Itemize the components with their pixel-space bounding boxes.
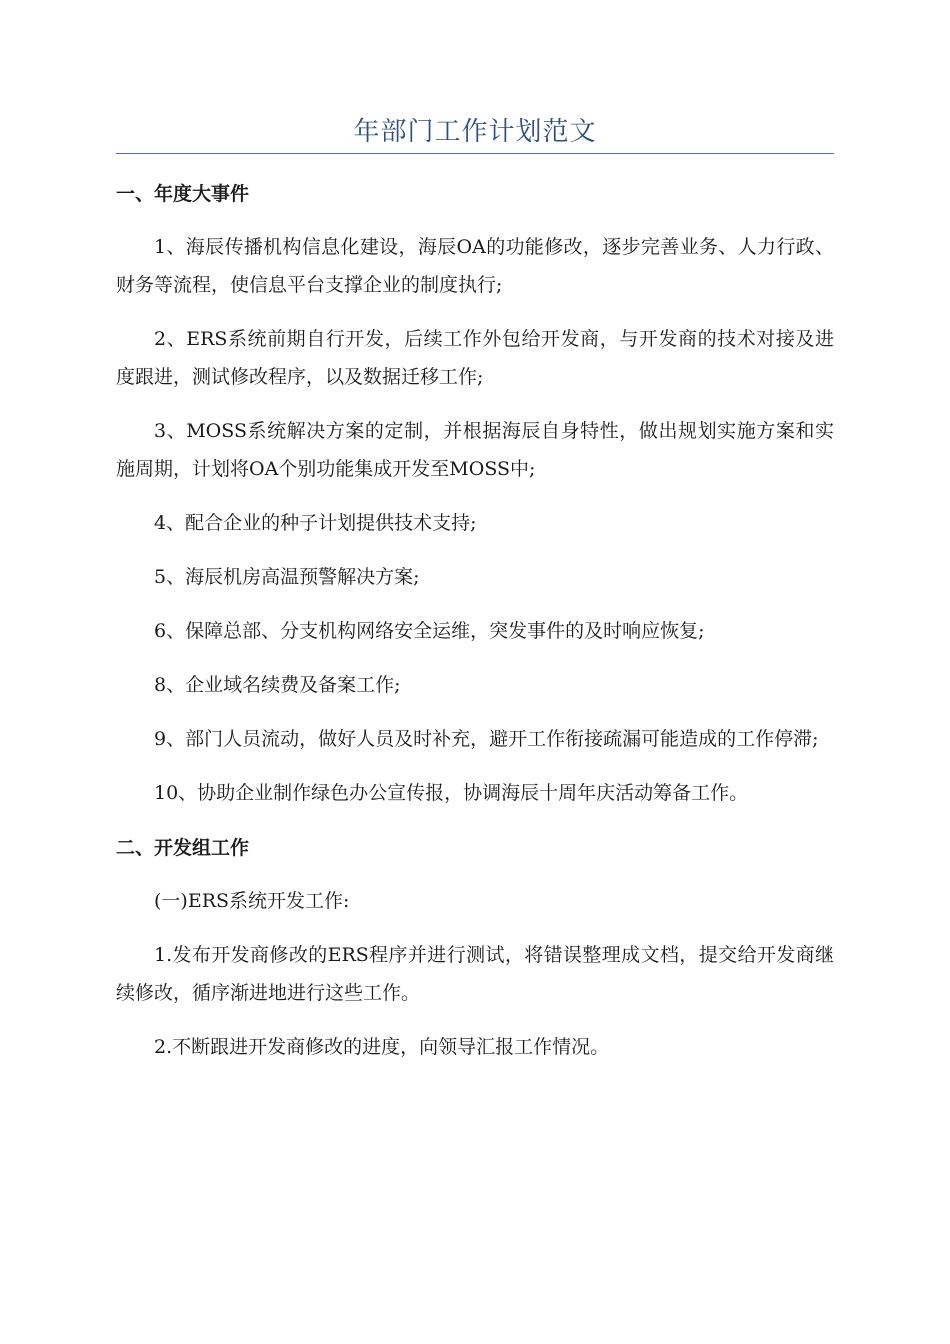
- paragraph: 3、MOSS系统解决方案的定制，并根据海辰自身特性，做出规划实施方案和实施周期，计划将OA个别功能集成开发至MOSS中;: [116, 420, 834, 480]
- paragraph: 6、保障总部、分支机构网络安全运维，突发事件的及时响应恢复;: [154, 620, 705, 642]
- document-title: 年部门工作计划范文: [353, 117, 597, 147]
- paragraph: 4、配合企业的种子计划提供技术支持;: [154, 512, 477, 534]
- paragraph: 10、协助企业制作绿色办公宣传报，协调海辰十周年庆活动筹备工作。: [154, 782, 749, 804]
- title-underline: [116, 153, 834, 154]
- paragraph: 9、部门人员流动，做好人员及时补充，避开工作衔接疏漏可能造成的工作停滞;: [154, 728, 819, 750]
- document-body: [116, 174, 834, 1082]
- section-heading: 二、开发组工作: [116, 837, 250, 859]
- paragraph: 2、ERS系统前期自行开发，后续工作外包给开发商，与开发商的技术对接及进度跟进，测试修改程序，以及数据迁移工作;: [116, 328, 834, 388]
- paragraph: 5、海辰机房高温预警解决方案;: [154, 566, 420, 588]
- paragraph: 1、海辰传播机构信息化建设，海辰OA的功能修改，逐步完善业务、人力行政、财务等流程，使信息平台支撑企业的制度执行;: [116, 236, 834, 296]
- paragraph: 1.发布开发商修改的ERS程序并进行测试，将错误整理成文档，提交给开发商继续修改，循序渐进地进行这些工作。: [116, 944, 834, 1004]
- section-heading: 一、年度大事件: [116, 183, 250, 205]
- paragraph: 2.不断跟进开发商修改的进度，向领导汇报工作情况。: [154, 1036, 610, 1058]
- paragraph: (一)ERS系统开发工作:: [154, 890, 350, 912]
- paragraph: 8、企业域名续费及备案工作;: [154, 674, 401, 696]
